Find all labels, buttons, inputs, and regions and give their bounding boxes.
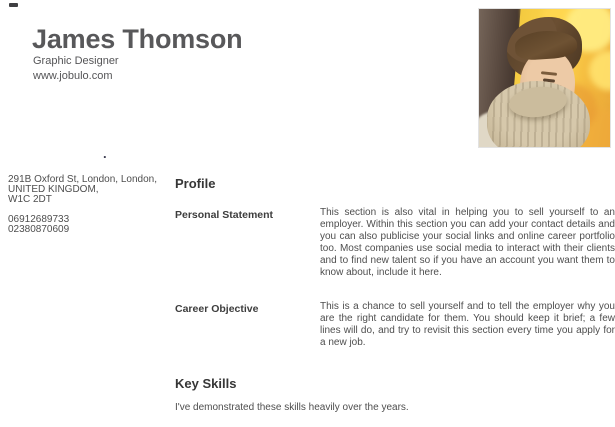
candidate-job-title: Graphic Designer bbox=[33, 55, 119, 67]
career-objective-label: Career Objective bbox=[175, 303, 259, 315]
stray-dot: . bbox=[103, 146, 107, 161]
career-objective-text: This is a chance to sell yourself and to tell the employer why you are the right candidate for them. You should keep it brief; a few lines will do, and try to revisit this section every time you apply for a new job. bbox=[320, 301, 615, 349]
profile-section-heading: Profile bbox=[175, 176, 216, 191]
contact-block bbox=[8, 175, 173, 235]
address-line-3: W1C 2DT bbox=[8, 194, 52, 206]
personal-statement-text: This section is also vital in helping you to sell yourself to an employer. Within this section you can add your contact details and you can also publicise your social links and online career portfolio too. Most companies use social media to interact with their clients and to find new talent so if you have an account you want them to know about, include it here. bbox=[320, 207, 615, 279]
address-line-2: UNITED KINGDOM, bbox=[8, 184, 99, 196]
candidate-name: James Thomson bbox=[32, 24, 243, 54]
phone-block bbox=[8, 215, 173, 235]
key-skills-intro: I've demonstrated these skills heavily over the years. bbox=[175, 402, 409, 413]
personal-statement-label: Personal Statement bbox=[175, 209, 274, 221]
profile-photo bbox=[478, 8, 611, 148]
phone-number-1: 06912689733 bbox=[8, 213, 70, 225]
phone-number-2: 02380870609 bbox=[8, 223, 70, 235]
corner-mark bbox=[9, 3, 18, 7]
address-line-1: 291B Oxford St, London, London, bbox=[8, 174, 157, 185]
website-link[interactable]: www.jobulo.com bbox=[33, 70, 113, 82]
key-skills-section-heading: Key Skills bbox=[175, 376, 237, 391]
